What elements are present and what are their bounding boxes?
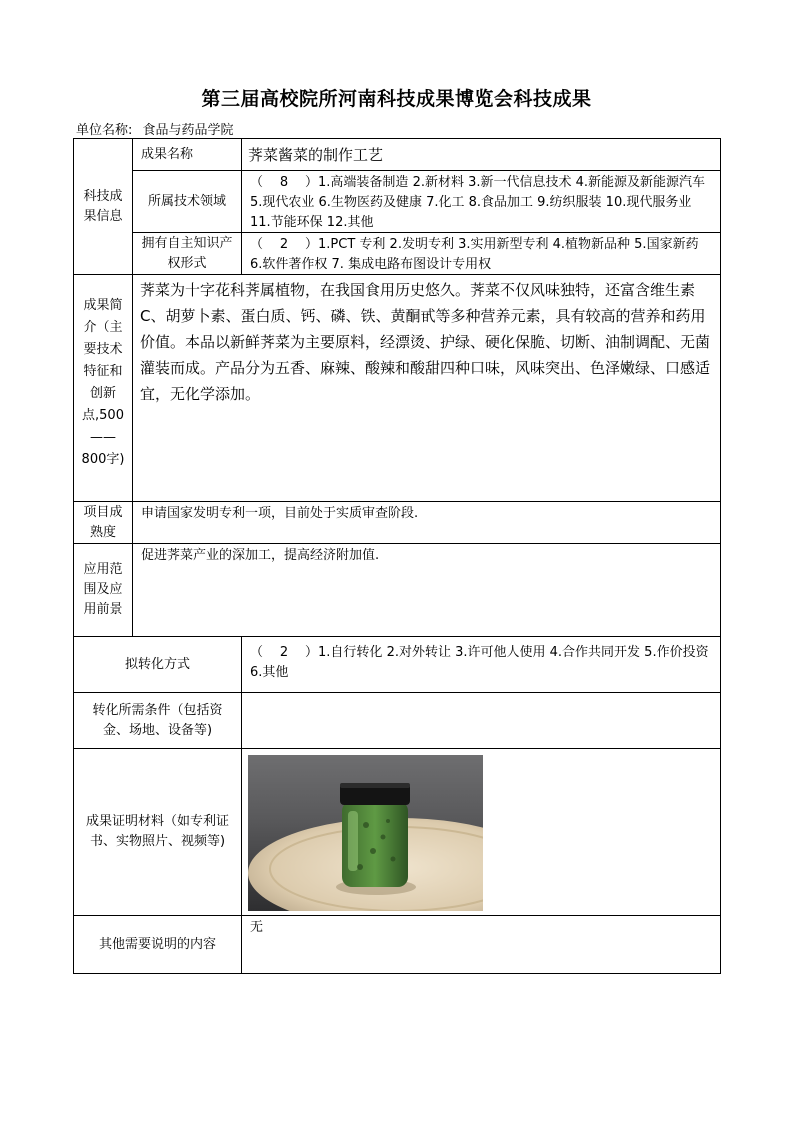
application-label: 应用范围及应用前景 <box>73 543 133 637</box>
summary-text: 荠菜为十字花科荠属植物，在我国食用历史悠久。荠菜不仅风味独特，还富含维生素 C、胡萝卜素、蛋白质、钙、磷、铁、黄酮甙等多种营养元素，具有较高的营养和药用价值。本品以新鲜荠菜为主要原料，经漂烫、护绿、硬化保脆、切断、油制调配、无菌灌装而成。产品分为五香、麻辣、酸辣和酸甜四种口味，风味突出、色泽嫩绿、口感适宜，无化学添加。 <box>132 274 721 502</box>
application-text: 促进荠菜产业的深加工，提高经济附加值. <box>132 543 721 637</box>
ip-selected: 2 <box>279 237 289 252</box>
unit-line <box>76 119 234 138</box>
transfer-selected: 2 <box>279 645 289 660</box>
proof-cell <box>241 748 721 916</box>
transfer-value: （ 2 ）1.自行转化 2.对外转让 3.许可他人使用 4.合作共同开发 5.作价投资 6.其他 <box>241 636 721 693</box>
conditions-label: 转化所需条件（包括资金、场地、设备等) <box>73 692 242 749</box>
transfer-options: 1.自行转化 2.对外转让 3.许可他人使用 4.合作共同开发 5.作价投资 6.其他 <box>250 645 709 680</box>
product-photo <box>248 755 483 911</box>
info-section-label: 科技成果信息 <box>73 138 133 275</box>
name-value: 荠菜酱菜的制作工艺 <box>241 138 721 171</box>
achievement-table <box>73 138 721 974</box>
transfer-label: 拟转化方式 <box>73 636 242 693</box>
ip-value: （ 2 ）1.PCT 专利 2.发明专利 3.实用新型专利 4.植物新品种 5.国家新药 6.软件著作权 7. 集成电路布图设计专用权 <box>241 232 721 275</box>
maturity-label: 项目成熟度 <box>73 501 133 544</box>
field-value: （ 8 ）1.高端装备制造 2.新材料 3.新一代信息技术 4.新能源及新能源汽车 5.现代农业 6.生物医药及健康 7.化工 8.食品加工 9.纺织服装 10.现代服务业 11.节能环保 12.其他 <box>241 170 721 233</box>
ip-label: 拥有自主知识产权形式 <box>132 232 242 275</box>
unit-value: 食品与药品学院 <box>142 123 234 138</box>
other-label: 其他需要说明的内容 <box>73 915 242 974</box>
proof-label: 成果证明材料（如专利证书、实物照片、视频等) <box>73 748 242 916</box>
page-title: 第三届高校院所河南科技成果博览会科技成果 <box>201 88 592 110</box>
other-text: 无 <box>241 915 721 974</box>
ip-options: 1.PCT 专利 2.发明专利 3.实用新型专利 4.植物新品种 5.国家新药 6.软件著作权 7. 集成电路布图设计专用权 <box>250 237 699 272</box>
field-selected: 8 <box>279 175 289 190</box>
name-label: 成果名称 <box>132 138 242 171</box>
conditions-value <box>241 692 721 749</box>
field-options: 1.高端装备制造 2.新材料 3.新一代信息技术 4.新能源及新能源汽车 5.现代农业 6.生物医药及健康 7.化工 8.食品加工 9.纺织服装 10.现代服务业 11.节能环保 12.其他 <box>250 175 706 230</box>
summary-label: 成果简介（主要技术特征和创新点,500——800字) <box>73 274 133 502</box>
field-label: 所属技术领域 <box>132 170 242 233</box>
maturity-text: 申请国家发明专利一项，目前处于实质审查阶段. <box>132 501 721 544</box>
unit-label: 单位名称: <box>76 123 133 138</box>
jar-on-plate-image <box>248 755 483 911</box>
